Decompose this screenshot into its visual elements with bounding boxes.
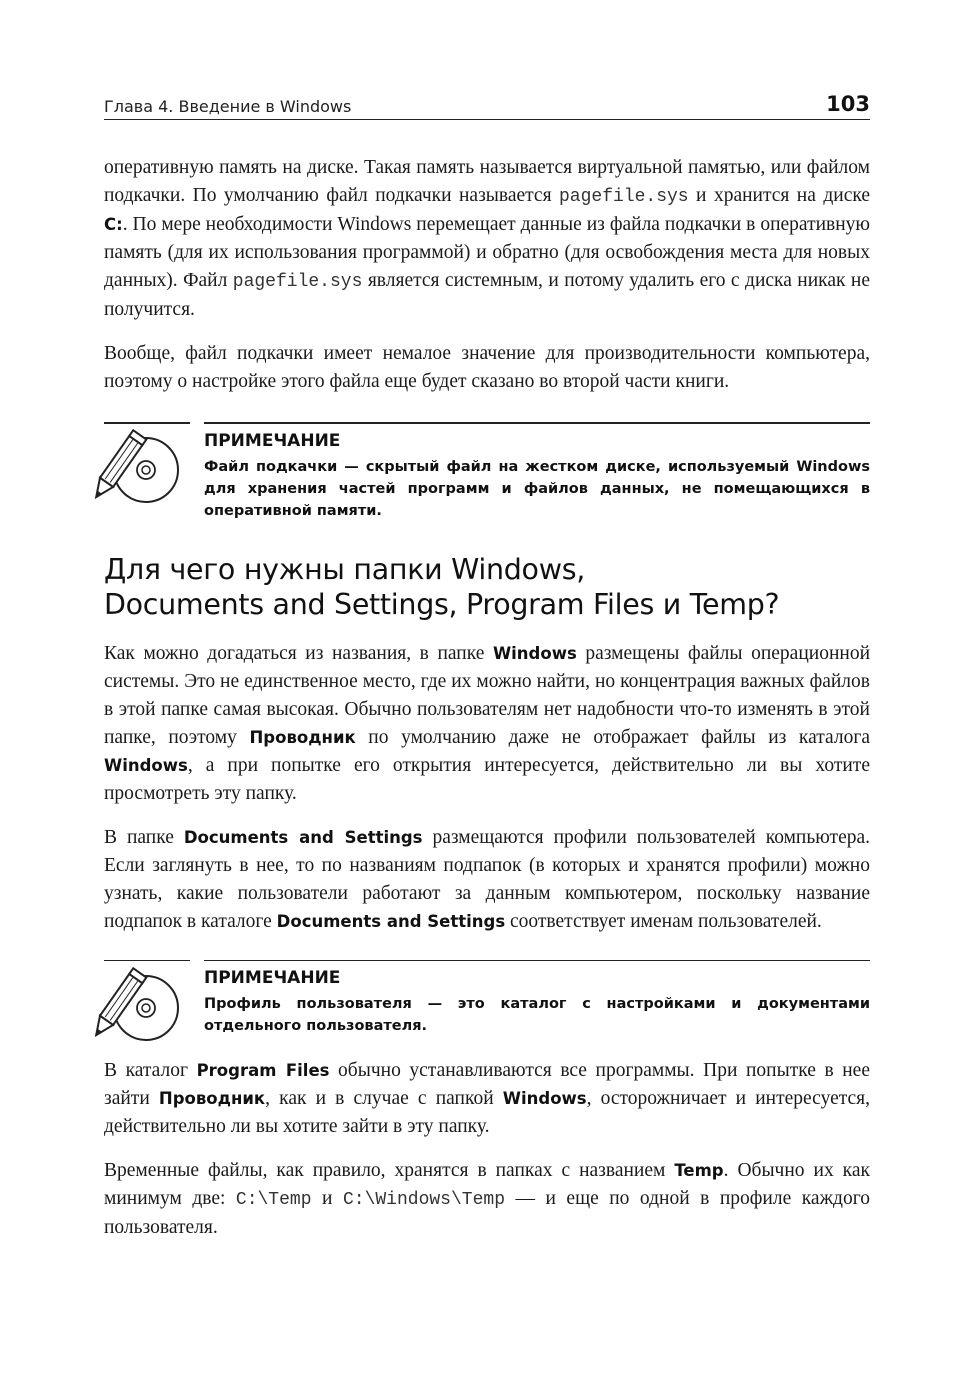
note-rule [204,422,870,424]
text-run: Временные файлы, как правило, хранятся в папках с названием [104,1160,675,1181]
text-run: В папке [104,826,184,848]
note-text: Файл подкачки — скрытый файл на жестком диске, используемый Windows для хранения частей программ и файлов данных, не помещающихся в оперативной памяти. [204,458,870,519]
term-windows: Windows [492,643,577,663]
code-pagefile: pagefile.sys [232,272,363,292]
text-run: . По мере необходимости Windows перемещает данные из файла подкачки в оперативную память (для их использования программой) и обратно (для освобождения места для новых данных). Файл [104,214,870,291]
section-heading-line: Documents and Settings, Program Files и Temp? [104,587,780,621]
paragraph-performance: Вообще, файл подкачки имеет немалое значение для производительности компьютера, поэтому о настройке этого файла еще будет сказано во второй части книги. [104,343,870,392]
code-windows-temp-path: C:\Windows\Temp [342,1190,505,1210]
term-drive-c: C: [104,215,123,234]
text-run: является системным, и потому удалить его с диска никак не получится. [104,270,870,320]
paragraph-program-files [104,1057,870,1141]
text-run: Как можно догадаться из названия, в папке [104,642,493,664]
text-run: . Обычно их как минимум две: [104,1160,870,1209]
code-pagefile: pagefile.sys [558,187,689,207]
text-run: и хранится на диске [688,185,870,206]
term-documents-settings: Documents and Settings [183,827,423,847]
text-run: , как и в случае с папкой [265,1088,503,1109]
note-pencil-disc-icon [94,426,194,508]
text-run: оперативную память на диске. Такая память называется виртуальной памятью, или файлом подкачки. По умолчанию файл подкачки называется [104,157,870,206]
book-page [104,88,870,1242]
section-heading [104,552,870,622]
text-run: В каталог [104,1060,197,1081]
paragraph-windows-folder [104,640,870,808]
running-header [104,88,870,120]
code-temp-path: C:\Temp [235,1190,312,1210]
text-run: обычно устанавливаются все программы. При попытке в нее зайти [104,1060,870,1109]
note-rule [204,960,870,962]
text-run: и [311,1188,343,1209]
term-temp: Temp [674,1161,724,1180]
term-explorer: Проводник [158,1089,266,1108]
note-pencil-disc-icon [94,964,194,1046]
term-explorer: Проводник [249,727,356,747]
note-title: ПРИМЕЧАНИЕ [204,430,341,451]
note-text: Профиль пользователя — это каталог с настройками и документами отдельного пользователя. [204,996,870,1034]
note-rule [104,960,190,962]
text-run: , осторожничает и интересуется, действительно ли вы хотите зайти в эту папку. [104,1088,870,1137]
text-run: — и еще по одной в профиле каждого пользователя. [104,1188,870,1238]
note-title: ПРИМЕЧАНИЕ [204,968,341,988]
chapter-title: Глава 4. Введение в Windows [104,97,352,116]
paragraph-temp [104,1157,870,1242]
text-run: размещаются профили пользователей компьютера. Если заглянуть в нее, то по названиям подпапок (в которых и хранятся профили) можно узнать, какие пользователи работают за данным компьютером, поскольку название подпапок в каталоге [104,826,871,932]
text-run: размещены файлы операционной системы. Это не единственное место, где их можно найти, но концентрация важных файлов в этой папке самая высокая. Обычно пользователям нет надобности что-то изменять в этой папке, поэтому [104,642,871,748]
text-run: соответствует именам пользователей. [505,910,822,932]
paragraph-pagefile [104,154,870,324]
note-content [204,960,870,1038]
text-run: по умолчанию даже не отображает файлы из каталога [355,726,870,748]
note-rule [104,422,190,424]
term-documents-settings: Documents and Settings [276,911,506,931]
term-program-files: Program Files [196,1061,330,1080]
section-heading-line: Для чего нужны папки Windows, [104,552,586,586]
term-windows: Windows [104,755,188,775]
text-run: , а при попытке его открытия интересуется, действительно ли вы хотите просмотреть эту папку. [104,754,870,804]
note-content [204,422,870,522]
paragraph-documents-settings [104,824,870,936]
page-number: 103 [826,92,870,116]
note-block [104,422,870,522]
note-block [104,960,870,1038]
term-windows: Windows [502,1089,587,1108]
